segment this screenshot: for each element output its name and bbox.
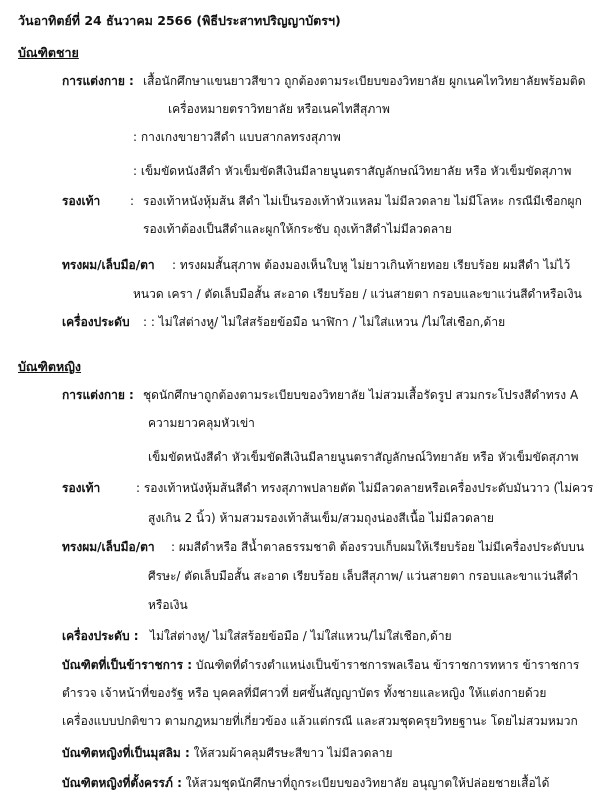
male-attire-label: การแต่งกาย :: [62, 74, 134, 88]
male-shoes-colon: :: [130, 194, 135, 208]
female-shoes-line-b: สูงเกิน 2 นิ้ว) ห้ามสวมรองเท้าส้นเข็ม/สวมถุงน่องสีเนื้อ ไม่มีลวดลาย: [148, 511, 494, 525]
male-jewelry-label: เครื่องประดับ: [62, 315, 130, 329]
female-hair-line-a: : ผมสีดำหรือ สีน้ำตาลธรรมชาติ ต้องรวบเก็บผมให้เรียบร้อย ไม่มีเครื่องประดับบน: [171, 540, 585, 554]
civil-servant-text-a: บัณฑิตที่ดำรงตำแหน่งเป็นข้าราชการพลเรือน ข้าราชการทหาร ข้าราชการ: [192, 658, 580, 672]
civil-servant-line-a: [62, 656, 579, 674]
civil-servant-label: บัณฑิตที่เป็นข้าราชการ :: [62, 658, 193, 672]
female-hair-label: ทรงผม/เล็บมือ/ตา: [62, 540, 155, 554]
muslim-label: บัณฑิตหญิงที่เป็นมุสลิม :: [62, 746, 190, 760]
page-title: วันอาทิตย์ที่ 24 ธันวาคม 2566 (พิธีประสาทปริญญาบัตรฯ): [18, 13, 341, 28]
muslim-line: [62, 744, 393, 762]
pregnant-text: ให้สวมชุดนักศึกษาที่ถูกระเบียบของวิทยาลัย อนุญาตให้ปล่อยชายเสื้อได้: [181, 776, 550, 790]
male-shoes-line-a: รองเท้าหนังหุ้มส้น สีดำ ไม่เป็นรองเท้าหัวแหลม ไม่มีลวดลาย ไม่มีโลหะ กรณีมีเชือกผูก: [143, 194, 582, 208]
female-jewelry-text: ไม่ใส่ต่างหู/ ไม่ใส่สร้อยข้อมือ / ไม่ใส่แหวน/ไม่ใส่เชือก,ด้าย: [150, 629, 452, 643]
female-shoes-line-a: : รองเท้าหนังหุ้มส้นสีดำ ทรงสุภาพปลายตัด ไม่มีลวดลายหรือเครื่องประดับมันวาว (ไม่ควร: [136, 481, 594, 495]
female-shoes-label: รองเท้า: [62, 481, 101, 495]
female-attire-line-2: เข็มขัดหนังสีดำ หัวเข็มขัดสีเงินมีลายนูนตราสัญลักษณ์วิทยาลัย หรือ หัวเข็มขัดสุภาพ: [148, 450, 579, 464]
female-attire-line-1a: ชุดนักศึกษาถูกต้องตามระเบียบของวิทยาลัย ไม่สวมเสื้อรัดรูป สวมกระโปรงสีดำทรง A: [143, 388, 579, 402]
female-hair-line-c: หรือเงิน: [148, 598, 188, 612]
female-attire-label: การแต่งกาย :: [62, 388, 134, 402]
male-jewelry-text: : : ไม่ใส่ต่างหู/ ไม่ใส่สร้อยข้อมือ นาฬิกา / ไม่ใส่แหวน /ไม่ใส่เชือก,ด้าย: [143, 315, 506, 329]
female-jewelry-label: เครื่องประดับ :: [62, 629, 139, 643]
civil-servant-line-c: เครื่องแบบปกติขาว ตามกฎหมายที่เกี่ยวข้อง แล้วแต่กรณี และสวมชุดครุยวิทยฐานะ โดยไม่สวมหมวก: [62, 714, 578, 728]
section-heading-female: บัณฑิตหญิง: [18, 359, 82, 374]
male-attire-line-1b: เครื่องหมายตราวิทยาลัย หรือเนคไทสีสุภาพ: [168, 102, 390, 116]
female-attire-line-1b: ความยาวคลุมหัวเข่า: [148, 416, 255, 430]
male-attire-line-1a: เสื้อนักศึกษาแขนยาวสีขาว ถูกต้องตามระเบียบของวิทยาลัย ผูกเนคไทวิทยาลัยพร้อมติด: [143, 74, 586, 88]
male-hair-line-a: : ทรงผมสั้นสุภาพ ต้องมองเห็นใบหู ไม่ยาวเกินท้ายทอย เรียบร้อย ผมสีดำ ไม่ไว้: [172, 258, 571, 272]
male-hair-label: ทรงผม/เล็บมือ/ตา: [62, 258, 155, 272]
female-hair-line-b: ศีรษะ/ ตัดเล็บมือสั้น สะอาด เรียบร้อย เล็บสีสุภาพ/ แว่นสายตา กรอบและขาแว่นสีดำ: [148, 569, 579, 583]
male-shoes-label: รองเท้า: [62, 194, 101, 208]
male-hair-line-b: หนวด เครา / ตัดเล็บมือสั้น สะอาด เรียบร้อย / แว่นสายตา กรอบและขาแว่นสีดำหรือเงิน: [133, 287, 582, 301]
civil-servant-line-b: ตำรวจ เจ้าหน้าที่ของรัฐ หรือ บุคคลที่มีศาวที่ ยศขั้นสัญญาบัตร ทั้งชายและหญิง ให้แต่งกายด้วย: [62, 686, 547, 700]
muslim-text: ให้สวมผ้าคลุมศีรษะสีขาว ไม่มีลวดลาย: [189, 746, 393, 760]
male-shoes-line-b: รองเท้าต้องเป็นสีดำและผูกให้กระชับ ถุงเท้าสีดำไม่มีลวดลาย: [143, 222, 452, 236]
pregnant-line: [62, 774, 549, 792]
section-heading-male: บัณฑิตชาย: [18, 45, 79, 60]
male-attire-line-2: : กางเกงขายาวสีดำ แบบสากลทรงสุภาพ: [133, 130, 341, 144]
pregnant-label: บัณฑิตหญิงที่ตั้งครรภ์ :: [62, 776, 182, 790]
male-attire-line-3: : เข็มขัดหนังสีดำ หัวเข็มขัดสีเงินมีลายนูนตราสัญลักษณ์วิทยาลัย หรือ หัวเข็มขัดสุภาพ: [133, 164, 572, 178]
